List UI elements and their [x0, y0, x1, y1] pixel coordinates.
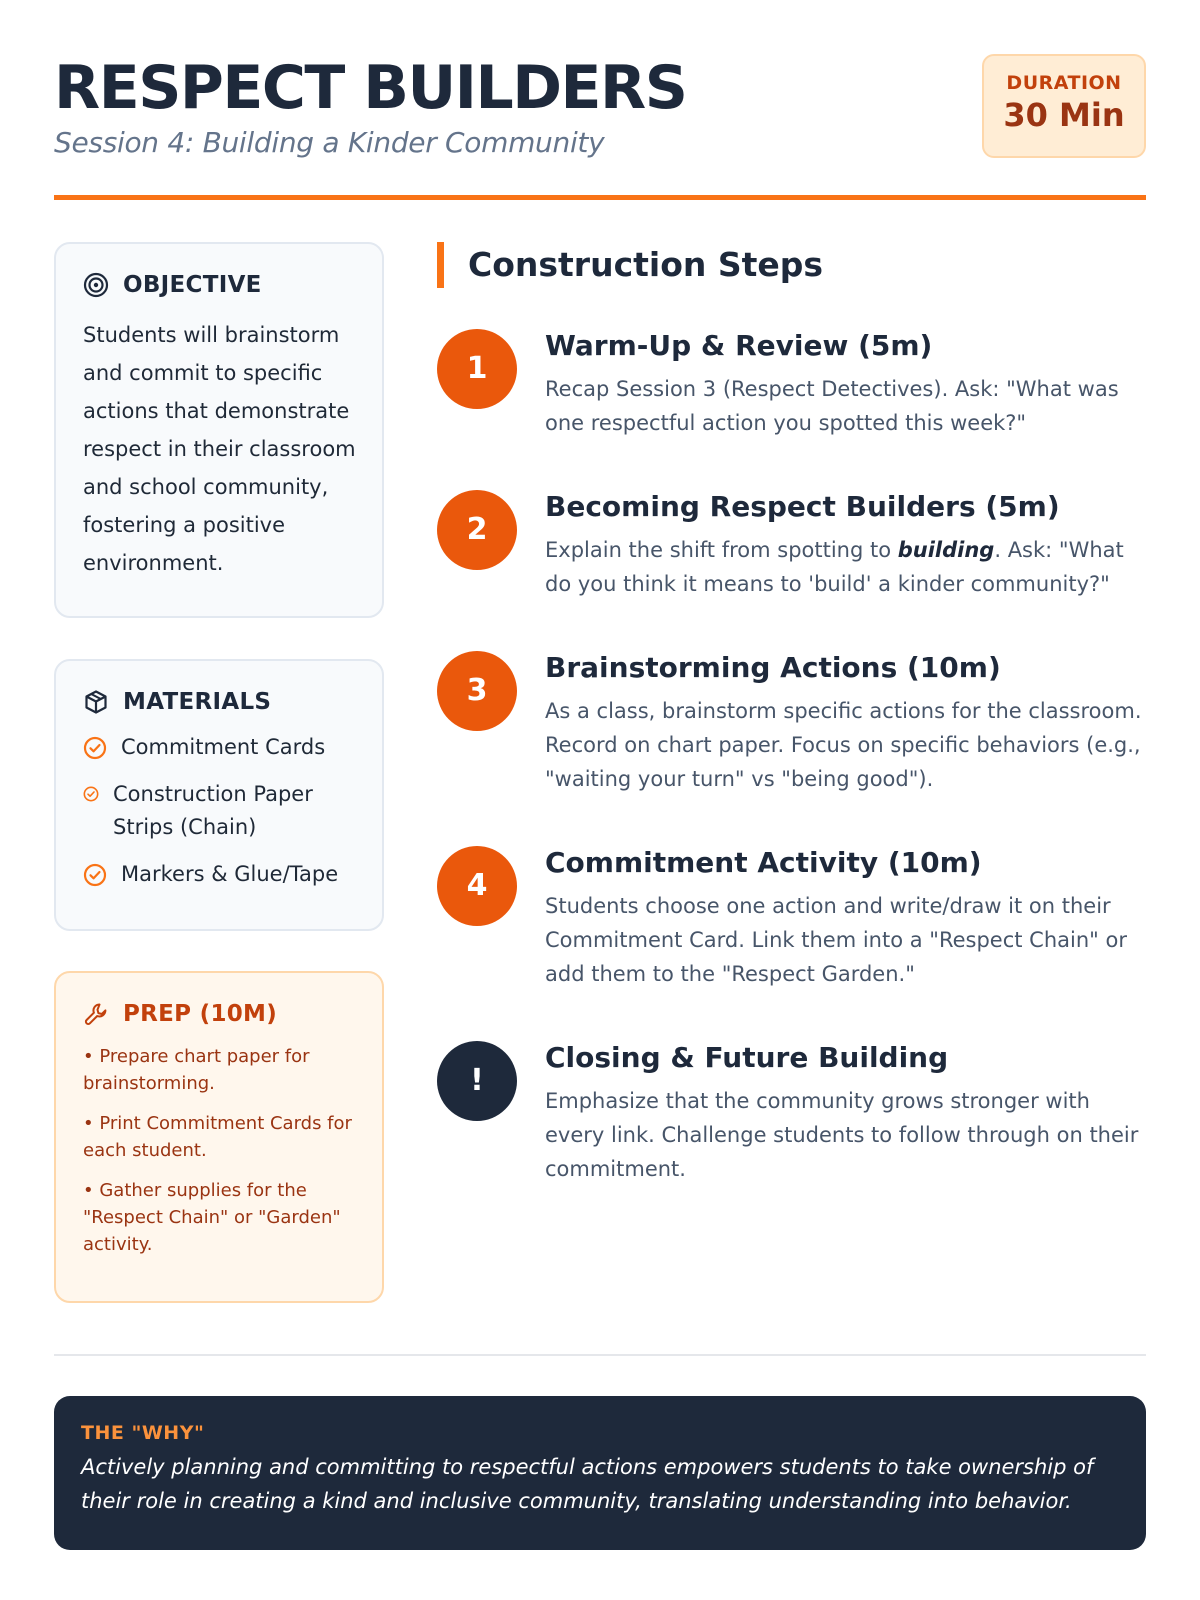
check-circle-icon — [83, 736, 107, 760]
step-description: As a class, brainstorm specific actions for the classroom. Record on chart paper. Focus on specific behaviors (e.g., "waiting your turn" vs "being good"). — [545, 699, 1142, 791]
header-divider — [54, 195, 1146, 200]
prep-heading — [83, 1001, 362, 1027]
duration-value: 30 Min — [1003, 96, 1125, 134]
wrench-icon — [83, 1001, 109, 1027]
steps-title: Construction Steps — [468, 245, 824, 284]
step-number: 1 — [437, 329, 517, 409]
material-label: Markers & Glue/Tape — [121, 862, 339, 886]
step-number: 2 — [437, 490, 517, 570]
list-item — [83, 858, 362, 891]
target-icon — [83, 272, 109, 298]
why-text: Actively planning and committing to respectful actions empowers students to take ownership of their role in creating a kind and inclusive community, translating understanding into behavior. — [81, 1455, 1094, 1513]
materials-heading-label: MATERIALS — [123, 689, 272, 715]
material-label: Construction Paper Strips (Chain) — [113, 782, 313, 839]
step-title: Commitment Activity (10m) — [545, 846, 982, 879]
footer-divider — [54, 1354, 1146, 1356]
step-title: Becoming Respect Builders (5m) — [545, 490, 1060, 523]
materials-list — [83, 731, 362, 891]
list-item: • Print Commitment Cards for each student. — [83, 1113, 352, 1161]
step-title: Brainstorming Actions (10m) — [545, 651, 1001, 684]
page-subtitle: Session 4: Building a Kinder Community — [54, 126, 605, 159]
why-box — [54, 1396, 1146, 1550]
objective-heading-label: OBJECTIVE — [123, 272, 262, 298]
step-number: 4 — [437, 846, 517, 926]
materials-card — [54, 659, 384, 931]
why-label: THE "WHY" — [81, 1422, 205, 1444]
materials-heading — [83, 689, 362, 715]
check-circle-icon — [83, 863, 107, 887]
step-title: Closing & Future Building — [545, 1041, 949, 1074]
duration-label: DURATION — [1006, 72, 1122, 94]
box-icon — [83, 689, 109, 715]
page-title: RESPECT BUILDERS — [54, 53, 687, 123]
step-number: 3 — [437, 651, 517, 731]
list-item: • Gather supplies for the "Respect Chain" or "Garden" activity. — [83, 1180, 341, 1255]
objective-text: Students will brainstorm and commit to specific actions that demonstrate respect in their classroom and school community, fostering a positive environment. — [83, 323, 356, 575]
step-title: Warm-Up & Review (5m) — [545, 329, 933, 362]
check-circle-icon — [83, 786, 99, 802]
step-description — [545, 533, 1147, 601]
material-label: Commitment Cards — [121, 735, 326, 759]
step-description-start: Explain the shift from spotting to — [545, 538, 898, 562]
step-number: ! — [437, 1041, 517, 1121]
list-item: • Prepare chart paper for brainstorming. — [83, 1046, 310, 1094]
prep-list — [83, 1043, 362, 1258]
step-description: Students choose one action and write/draw it on their Commitment Card. Link them into a "Respect Chain" or add them to the "Respect Garden." — [545, 894, 1127, 986]
list-item — [83, 778, 362, 844]
list-item — [83, 731, 362, 764]
steps-heading — [437, 242, 823, 288]
step-description: Emphasize that the community grows stronger with every link. Challenge students to follow through on their commitment. — [545, 1089, 1139, 1181]
objective-card — [54, 242, 384, 618]
step-description-end: . Ask: "What do you think it means to 'build' a kinder community?" — [545, 538, 1124, 596]
page-header — [54, 52, 1146, 202]
prep-heading-label: PREP (10M) — [123, 1001, 278, 1027]
step-description-emphasis: building — [897, 538, 995, 562]
step-description: Recap Session 3 (Respect Detectives). Ask: "What was one respectful action you spotted this week?" — [545, 377, 1119, 435]
objective-heading — [83, 272, 358, 298]
duration-badge — [982, 54, 1146, 158]
prep-card — [54, 971, 384, 1303]
